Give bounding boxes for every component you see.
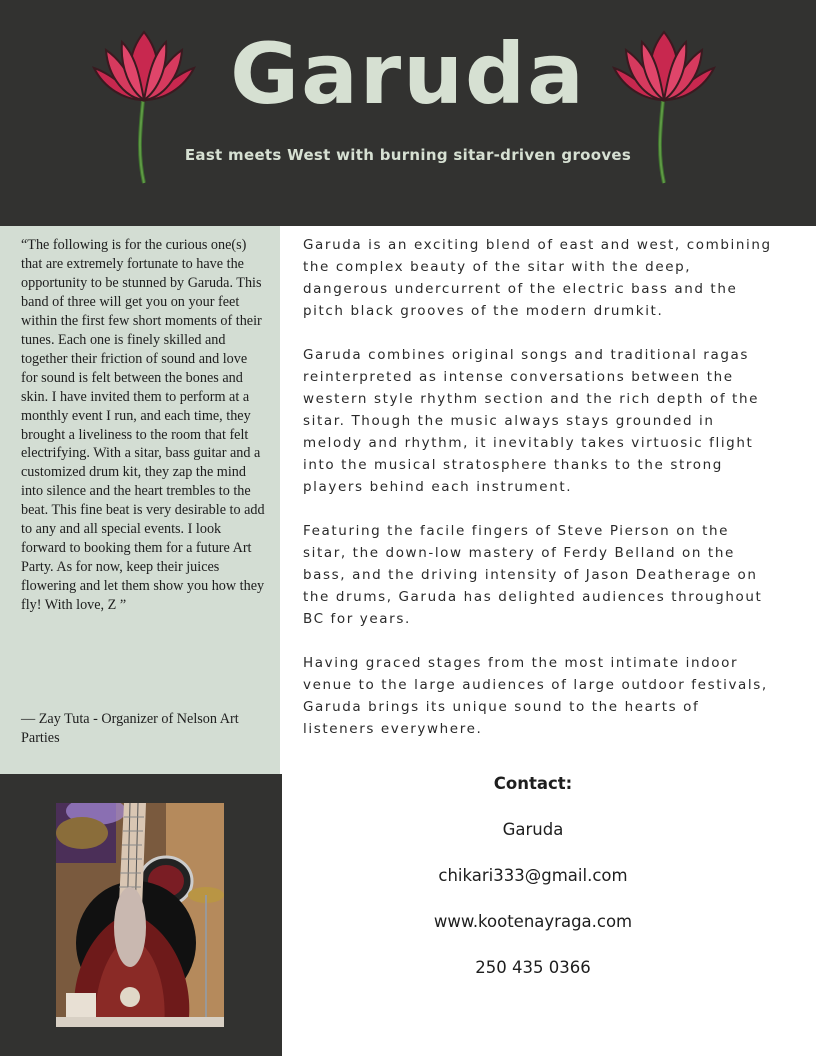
contact-website[interactable]: www.kootenayraga.com xyxy=(433,912,633,931)
contact-email[interactable]: chikari333@gmail.com xyxy=(438,866,628,885)
header-banner xyxy=(0,0,816,226)
testimonial-panel xyxy=(0,226,280,774)
description-paragraph: Garuda is an exciting blend of east and west, combining the complex beauty of the sitar with the deep, dangerous undercurrent of the electric bass and the pitch black grooves of the modern drumkit. xyxy=(303,237,772,319)
page-title: Garuda xyxy=(230,25,586,123)
band-description xyxy=(303,234,773,762)
description-paragraph: Garuda combines original songs and traditional ragas reinterpreted as intense conversations between the western style rhythm section and the rich depth of the sitar. Though the music always stays grounded in melody and rhythm, it inevitably takes virtuosic flight into the musical stratosphere thanks to the strong players behind each instrument. xyxy=(303,347,760,495)
sitar-photo xyxy=(56,803,224,1027)
description-paragraph: Having graced stages from the most intimate indoor venue to the large audiences of large outdoor festivals, Garuda brings its unique sound to the hearts of listeners everywhere. xyxy=(303,655,768,737)
testimonial-attribution: — Zay Tuta - Organizer of Nelson Art Parties xyxy=(21,711,239,746)
contact-name: Garuda xyxy=(502,820,564,839)
description-paragraph: Featuring the facile fingers of Steve Pierson on the sitar, the down-low mastery of Ferdy Belland on the bass, and the driving intensity of Jason Deatherage on the drums, Garuda has delighted audiences throughout BC for years. xyxy=(303,523,763,627)
testimonial-quote: “The following is for the curious one(s) that are extremely fortunate to have the opportunity to be stunned by Garuda. This band of three will get you on your feet within the first few short moments of their tunes. Each one is finely skilled and together their friction of sound and love for sound is felt between the bones and skin. I have invited them to perform at a monthly event I run, and each time, they brought a liveliness to the room that felt electrifying. With a sitar, bass guitar and a customized drum kit, they zap the mind into silence and the heart trembles to the beat. This fine beat is very desirable to add to any and all special events. I look forward to booking them for a future Art Party. As for now, keep their juices flowering and let them show you how they fly! With love, Z ” xyxy=(21,237,265,614)
contact-heading: Contact: xyxy=(493,774,573,793)
lotus-flower-icon xyxy=(604,28,724,188)
contact-phone: 250 435 0366 xyxy=(475,958,591,977)
contact-block xyxy=(300,770,766,1000)
page-subtitle: East meets West with burning sitar-driven grooves xyxy=(184,146,632,164)
